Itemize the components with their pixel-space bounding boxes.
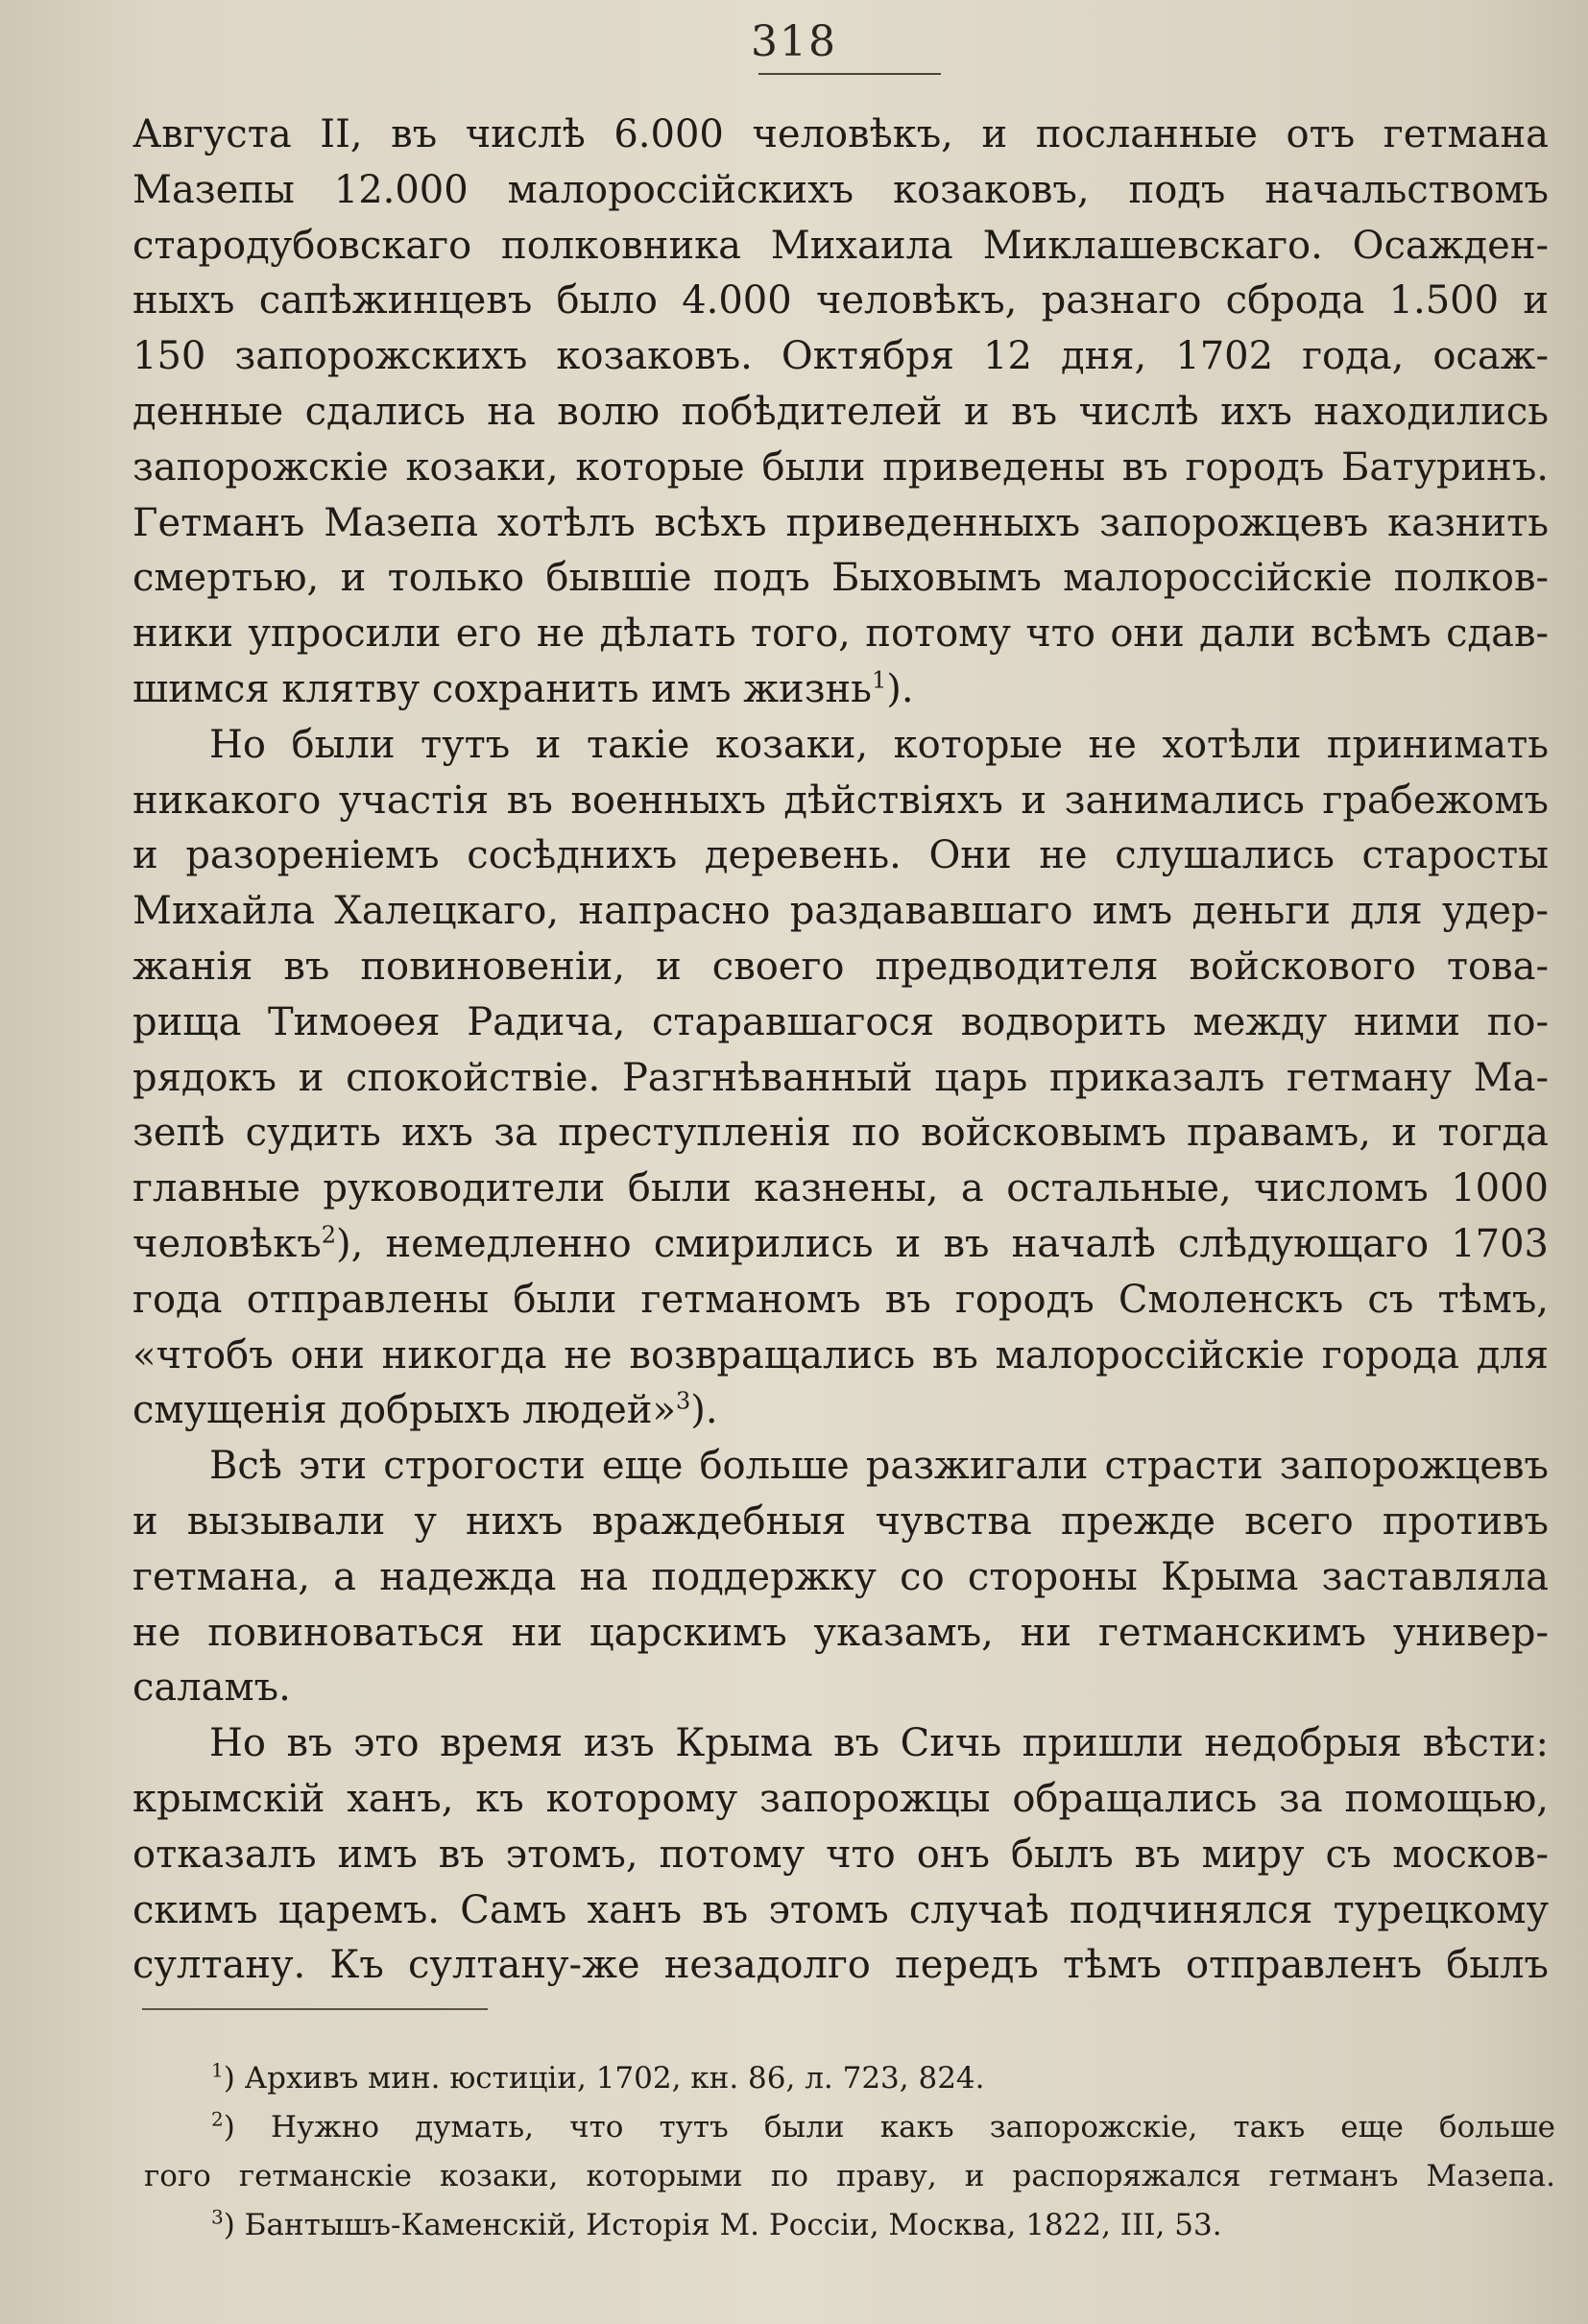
text-line — [132, 1162, 1549, 1217]
text-line-content: главные руководители были казнены, а остальные, числомъ 1000 — [132, 1166, 1549, 1211]
text-line-content: Мазепы 12.000 малороссійскихъ козаковъ, подъ начальствомъ — [132, 167, 1549, 212]
text-line — [132, 274, 1549, 329]
text-line — [132, 163, 1549, 219]
text-line — [132, 1550, 1549, 1606]
footnote — [144, 2201, 1555, 2250]
footnote-ref[interactable]: 2 — [321, 1221, 336, 1249]
text-line-content: не повиноваться ни царскимъ указамъ, ни гетманскимъ универ- — [132, 1610, 1549, 1655]
body-text — [132, 108, 1549, 1994]
text-line-content: ники упросили его не дѣлать того, потому что они дали всѣмъ сдав- — [132, 611, 1549, 657]
text-line — [132, 940, 1549, 995]
text-line — [132, 1828, 1549, 1883]
text-line — [132, 1329, 1549, 1384]
text-line-content: смертью, и только бывшіе подъ Быховымъ малороссійскіе полков- — [132, 556, 1549, 601]
text-line-content: ныхъ сапѣжинцевъ было 4.000 человѣкъ, разнаго сброда 1.500 и — [132, 278, 1549, 323]
text-line — [132, 1495, 1549, 1550]
text-line — [132, 1716, 1549, 1772]
text-line-content: гетмана, а надежда на поддержку со стороны Крыма заставляла — [132, 1554, 1549, 1599]
footnote-ref[interactable]: 1 — [871, 666, 887, 694]
footnote-mark: 3 — [211, 2205, 224, 2229]
text-line-content: Но въ это время изъ Крыма въ Сичь пришли недобрыя вѣсти: — [209, 1721, 1549, 1766]
footnote-text: ) Архивъ мин. юстиціи, 1702, кн. 86, л. 723, 824. — [223, 2061, 985, 2096]
text-line-continuation: ), немедленно смирились и въ началѣ слѣдующаго 1703 — [335, 1221, 1549, 1266]
text-line — [132, 1938, 1549, 1994]
text-line — [132, 828, 1549, 884]
text-line — [132, 1051, 1549, 1107]
footnote-text: гого гетманскіе козаки, которыми по праву, и распоряжался гетманъ Мазепа. — [144, 2159, 1555, 2193]
text-line-content: саламъ. — [132, 1665, 291, 1711]
text-line — [132, 496, 1549, 552]
text-line-content: и разореніемъ сосѣднихъ деревень. Они не слушались старосты — [132, 833, 1549, 878]
text-line — [132, 1661, 1549, 1716]
text-line-content: Михайла Халецкаго, напрасно раздававшаго имъ деньги для удер- — [132, 889, 1549, 934]
footnotes — [144, 2054, 1555, 2250]
text-line — [132, 774, 1549, 829]
text-line-content: крымскій ханъ, къ которому запорожцы обращались за помощью, — [132, 1776, 1549, 1821]
text-line-content: отказалъ имъ въ этомъ, потому что онъ былъ въ миру съ москов- — [132, 1832, 1549, 1877]
text-line — [132, 1606, 1549, 1662]
footnote-text: ) Бантышъ-Каменскій, Исторія М. Россіи, Москва, 1822, III, 53. — [223, 2208, 1222, 2242]
text-line — [132, 995, 1549, 1051]
text-line — [132, 219, 1549, 275]
text-line-continuation: ). — [886, 666, 914, 711]
header-rule — [758, 73, 941, 75]
text-line-content: года отправлены были гетманомъ въ городъ Смоленскъ съ тѣмъ, — [132, 1277, 1549, 1322]
footnote-rule — [142, 2008, 488, 2010]
text-line — [132, 108, 1549, 163]
text-line — [132, 607, 1549, 662]
text-line — [132, 1439, 1549, 1495]
text-line — [132, 441, 1549, 496]
text-line-content: Гетманъ Мазепа хотѣлъ всѣхъ приведенныхъ запорожцевъ казнить — [132, 500, 1549, 545]
text-line-content: рища Тимоѳея Радича, старавшагося водворить между ними по- — [132, 999, 1549, 1044]
footnote-mark: 2 — [211, 2107, 224, 2131]
page-number: 318 — [751, 17, 837, 66]
text-line-content: Августа II, въ числѣ 6.000 человѣкъ, и посланные отъ гетмана — [132, 112, 1549, 156]
text-line — [132, 1106, 1549, 1162]
footnote-ref[interactable]: 3 — [675, 1388, 691, 1415]
footnote — [144, 2152, 1555, 2201]
text-line-content: скимъ царемъ. Самъ ханъ въ этомъ случаѣ подчинялся турецкому — [132, 1887, 1549, 1932]
text-line-content: шимся клятву сохранить имъ жизнь — [132, 666, 872, 711]
text-line — [132, 718, 1549, 774]
text-line — [132, 1217, 1549, 1273]
text-line — [132, 551, 1549, 607]
text-line — [132, 1273, 1549, 1329]
footnote — [144, 2103, 1555, 2152]
text-line-content: жанія въ повиновеніи, и своего предводителя войскового това- — [132, 944, 1549, 989]
text-line — [132, 884, 1549, 940]
text-line-content: 150 запорожскихъ козаковъ. Октября 12 дня, 1702 года, осаж- — [132, 334, 1549, 379]
text-line-content: стародубовскаго полковника Михаила Миклашевскаго. Осажден- — [132, 223, 1549, 268]
footnote-mark: 1 — [211, 2058, 224, 2082]
text-line — [132, 662, 1549, 718]
text-line — [132, 385, 1549, 441]
text-line-content: султану. Къ султану-же незадолго передъ тѣмъ отправленъ былъ — [132, 1943, 1549, 1988]
text-line — [132, 329, 1549, 385]
text-line-content: никакого участія въ военныхъ дѣйствіяхъ и занимались грабежомъ — [132, 778, 1549, 823]
text-line-content: и вызывали у нихъ враждебныя чувства прежде всего противъ — [132, 1498, 1549, 1544]
text-line-content: запорожскіе козаки, которые были приведены въ городъ Батуринъ. — [132, 444, 1549, 490]
footnote-text: ) Нужно думать, что тутъ были какъ запорожскіе, такъ еще больше — [223, 2110, 1555, 2144]
text-line-continuation: ). — [690, 1388, 718, 1433]
text-line-content: Но были тутъ и такіе козаки, которые не хотѣли принимать — [209, 722, 1549, 767]
footnote — [144, 2054, 1555, 2103]
text-line-content: денные сдались на волю побѣдителей и въ числѣ ихъ находились — [132, 389, 1549, 434]
text-line-content: человѣкъ — [132, 1221, 322, 1266]
text-line — [132, 1383, 1549, 1439]
text-line-content: «чтобъ они никогда не возвращались въ малороссійскіе города для — [132, 1332, 1549, 1378]
text-line-content: Всѣ эти строгости еще больше разжигали страсти запорожцевъ — [209, 1444, 1549, 1489]
text-line — [132, 1883, 1549, 1939]
text-line-content: зепѣ судить ихъ за преступленія по войсковымъ правамъ, и тогда — [132, 1111, 1549, 1156]
text-line-content: смущенія добрыхъ людей» — [132, 1388, 676, 1433]
text-line-content: рядокъ и спокойствіе. Разгнѣванный царь приказалъ гетману Ма- — [132, 1055, 1549, 1100]
text-line — [132, 1772, 1549, 1828]
